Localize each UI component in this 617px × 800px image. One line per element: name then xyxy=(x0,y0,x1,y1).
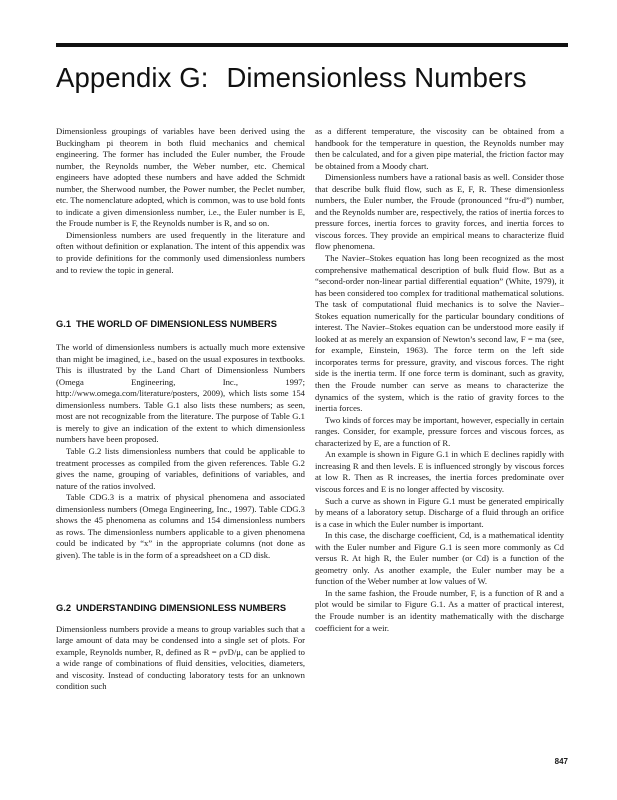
right-paragraph-8: In the same fashion, the Froude number, F, is a function of R and a plot would be similar to Figure G.1. As a matter of practical interest, the Froude number is an identity mathematically with the discharge coefficient for a weir. xyxy=(315,587,564,633)
section-heading-g1 xyxy=(56,318,305,330)
section-heading-g2 xyxy=(56,602,305,614)
right-paragraph-1: as a different temperature, the viscosity can be obtained from a handbook for the temperature in question, the Reynolds number may then be calculated, and for a given pipe material, the friction factor may be obtained from a Moody chart. xyxy=(315,126,564,171)
right-column xyxy=(315,126,564,634)
section1-paragraph-1: The world of dimensionless numbers is actually much more extensive than might be imagined, i.e., based on the usual exposures in textbooks. This is illustrated by the Land Chart of Dimensionless Numbers (Omega Engineering, Inc., 1997; http://www.omega.com/literature/posters, 2009), which lists some 154 dimensionless numbers. Table G.1 also lists these numbers; as seen, most are not recognizable from the literature. The purpose of Table G.1 is merely to give an indication of the extent to which dimensionless numbers have been proposed. xyxy=(56,342,305,445)
right-paragraph-7: In this case, the discharge coefficient, Cd, is a mathematical identity with the Euler number and Figure G.1 is seen more commonly as Cd versus R. At high R, the Euler number (or Cd) is a function of the geometry only. As another example, the Euler number may be a function of the Weber number at low values of W. xyxy=(315,530,564,587)
intro-paragraph-2: Dimensionless numbers are used frequently in the literature and often without definition or explanation. The intent of this appendix was to provide definitions for the commonly used dimensionless numbers and to review the topic in general. xyxy=(56,229,305,275)
section1-paragraph-3: Table CDG.3 is a matrix of physical phenomena and associated dimensionless numbers (Omega Engineering, Inc., 1997). Table CDG.3 shows the 45 phenomena as columns and 154 dimensionless numbers as rows. The dimensionless numbers applicable to a given phenomena could be indicated by “x” in the appropriate columns (not done as given). The table is in the form of a spreadsheet on a CD disk. xyxy=(56,492,305,560)
right-paragraph-6: Such a curve as shown in Figure G.1 must be generated empirically by means of a laboratory setup. Discharge of a fluid through an orifice is a case in which the Euler number is important. xyxy=(315,495,564,529)
right-paragraph-2: Dimensionless numbers have a rational basis as well. Consider those that describe bulk fluid flow, such as E, F, R. These dimensionless numbers, the Euler number, the Froude (pronounced “fru-d”) number, and the Reynolds number are, respectively, the ratios of inertia forces to pressure forces, inertia forces to gravity forces, and inertia forces to viscous forces. They provide an empirical means to characterize fluid flow phenomena. xyxy=(315,172,564,252)
appendix-title: Dimensionless Numbers xyxy=(226,62,527,93)
header-rule xyxy=(56,43,568,47)
section2-paragraph-1: Dimensionless numbers provide a means to group variables such that a large amount of data may be condensed into a single set of plots. For example, Reynolds number, R, defined as R = ρvD/μ, can be applied to a wide range of combinations of fluid densities, velocities, diameters, and viscosity. Instead of conducting laboratory tests for an unknown condition such xyxy=(56,623,305,692)
page-number: 847 xyxy=(554,757,568,766)
section1-paragraph-2: Table G.2 lists dimensionless numbers that could be applicable to treatment processes as compiled from the given references. Table G.2 gives the name, grouping of variables, definitions of variables, and nature of the ratios involved. xyxy=(56,446,305,491)
left-column xyxy=(56,126,305,693)
section-title: THE WORLD OF DIMENSIONLESS NUMBERS xyxy=(76,319,277,330)
right-paragraph-4: Two kinds of forces may be important, however, especially in certain ranges. Consider, for example, pressure forces and viscous forces, as characterized by E, are a function of R. xyxy=(315,414,564,448)
right-paragraph-3: The Navier–Stokes equation has long been recognized as the most comprehensive mathematical description of bulk fluid flow. But as a “second-order non-linear partial differential equation” (White, 1979), it has been considered too complex for traditional mathematical solutions. The task of computational fluid mechanics is to solve the Navier–Stokes equation numerically for the particular boundary conditions of interest. The Navier–Stokes equation can be understood more easily if looked at as merely an expansion of Newton’s second law, F = ma (see, for example, Einstein, 1963). The force term on the left side incorporates terms for pressure, gravity, and viscous forces. The right side is the inertia term. If one force term is dominant, such as gravity, then the Froude number can serve as means to characterize the dynamics of the system, which is the ratio of gravity forces to the inertia forces. xyxy=(315,253,564,414)
section-number: G.1 xyxy=(56,319,71,330)
section-title: UNDERSTANDING DIMENSIONLESS NUMBERS xyxy=(76,602,287,613)
intro-paragraph-1: Dimensionless groupings of variables have been derived using the Buckingham pi theorem in both fluid mechanics and chemical engineering. The former has included the Euler number, the Froude number, the Reynolds number, the Weber number, etc. Chemical engineers have adopted these numbers and have added the Schmidt number, the Sherwood number, the Power number, the Peclet number, etc. The nomenclature adopted, which is common, was to use bold fonts to indicate a given dimensionless number, i.e., the Euler number is E, the Froude number is F, the Reynolds number is R, and so on. xyxy=(56,126,305,229)
right-paragraph-5: An example is shown in Figure G.1 in which E declines rapidly with increasing R and then levels. E is influenced strongly by viscous forces at low R. Then as R increases, the inertia forces predominate over viscous forces and E is no longer affected by viscosity. xyxy=(315,449,564,494)
appendix-label: Appendix G: xyxy=(56,62,209,93)
page-title xyxy=(56,62,568,94)
section-number: G.2 xyxy=(56,602,71,613)
